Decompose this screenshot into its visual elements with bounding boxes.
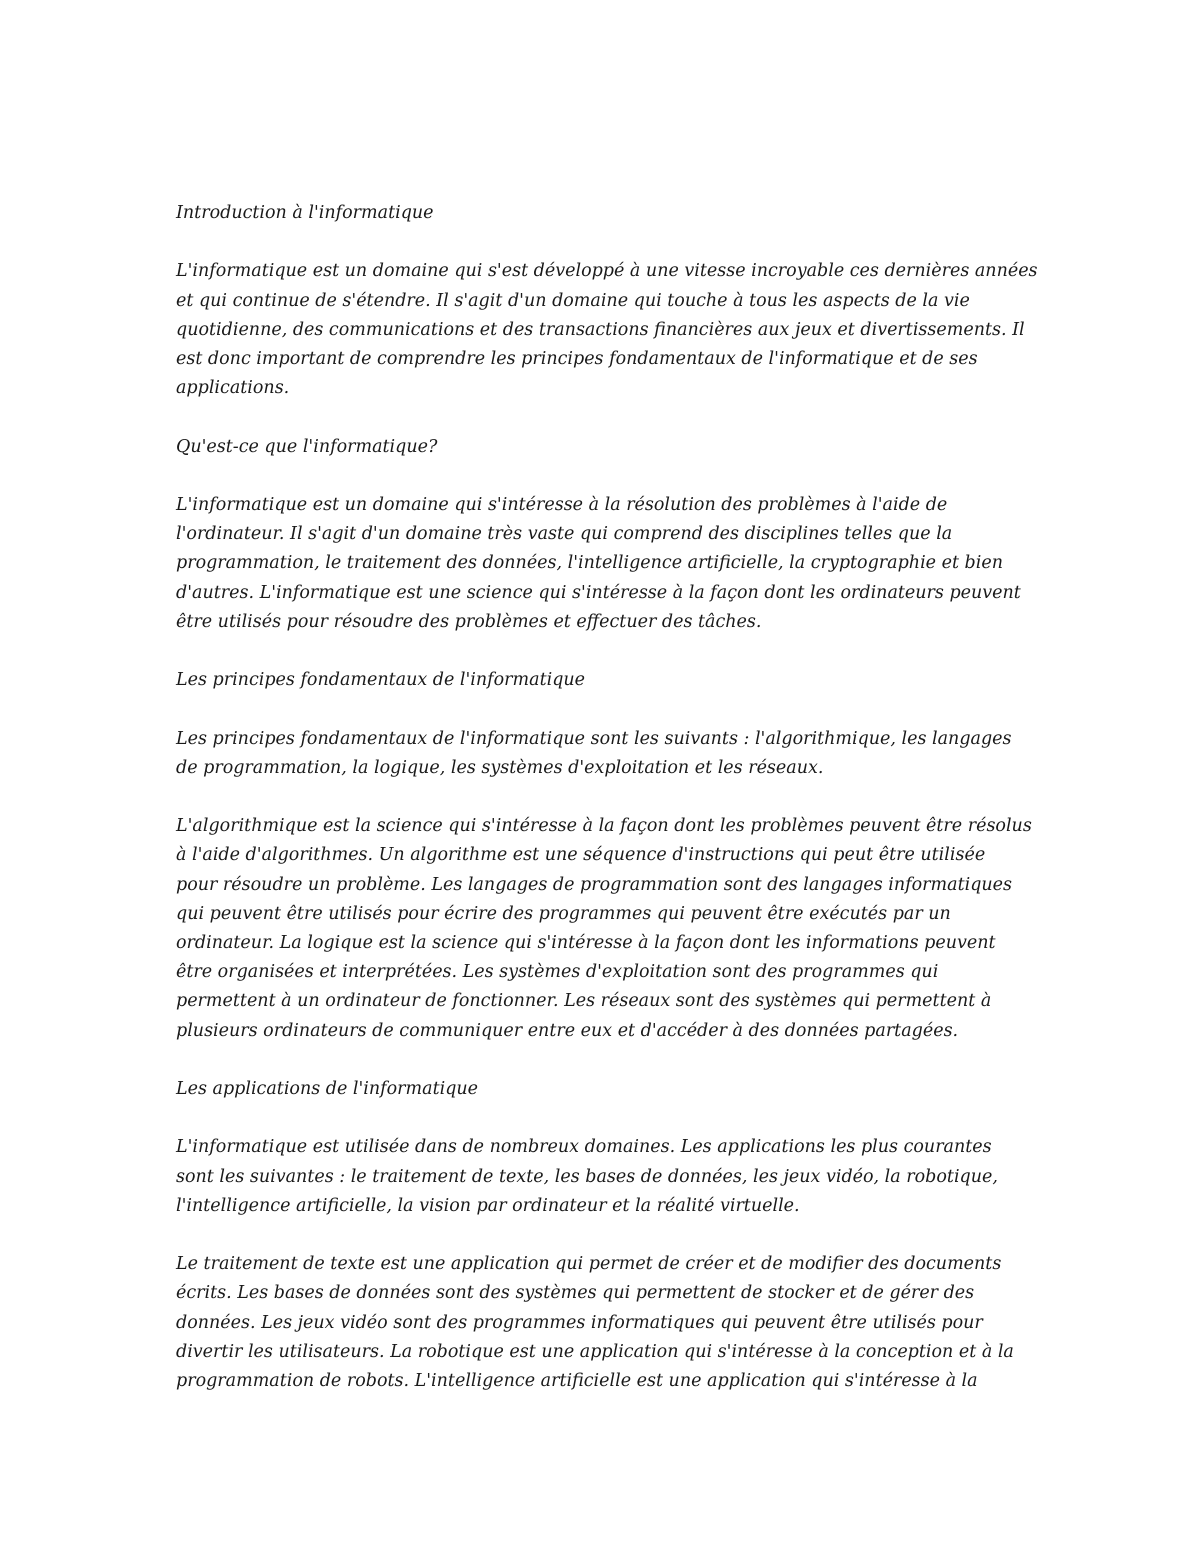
text-line: Les applications de l'informatique xyxy=(176,1078,479,1099)
text-line: à l'aide d'algorithmes. Un algorithme est une séquence d'instructions qui peut être utilisée xyxy=(176,845,986,866)
text-line: Le traitement de texte est une application qui permet de créer et de modifier des documents xyxy=(176,1254,1002,1275)
text-line: permettent à un ordinateur de fonctionner. Les réseaux sont des systèmes qui permettent à xyxy=(176,991,992,1012)
text-line: et qui continue de s'étendre. Il s'agit d'un domaine qui touche à tous les aspects de la vie xyxy=(176,290,970,311)
text-line: Introduction à l'informatique xyxy=(176,203,434,223)
text-line: pour résoudre un problème. Les langages de programmation sont des langages informatiques xyxy=(176,874,1013,895)
text-line: être organisées et interprétées. Les systèmes d'exploitation sont des programmes qui xyxy=(176,962,939,983)
text-line: ordinateur. La logique est la science qui s'intéresse à la façon dont les informations peuvent xyxy=(176,932,996,953)
text-line: est donc important de comprendre les principes fondamentaux de l'informatique et de ses xyxy=(176,349,978,369)
paragraph xyxy=(176,812,1056,1046)
text-line: L'algorithmique est la science qui s'intéresse à la façon dont les problèmes peuvent être résolus xyxy=(176,816,1032,837)
text-line: qui peuvent être utilisés pour écrire des programmes qui peuvent être exécutés par un xyxy=(176,903,951,924)
text-line: plusieurs ordinateurs de communiquer entre eux et d'accéder à des données partagées. xyxy=(176,1020,959,1041)
text-line: Les principes fondamentaux de l'informatique xyxy=(176,670,586,691)
text-line: sont les suivantes : le traitement de texte, les bases de données, les jeux vidéo, la robotique, xyxy=(176,1166,998,1187)
text-line: divertir les utilisateurs. La robotique est une application qui s'intéresse à la conception et à la xyxy=(176,1341,1014,1362)
section-heading xyxy=(176,666,1056,695)
text-line: être utilisés pour résoudre des problèmes et effectuer des tâches. xyxy=(176,611,762,632)
document-body xyxy=(176,199,1056,1425)
text-line: l'ordinateur. Il s'agit d'un domaine très vaste qui comprend des disciplines telles que la xyxy=(176,524,953,545)
text-line: de programmation, la logique, les systèmes d'exploitation et les réseaux. xyxy=(176,757,824,778)
paragraph xyxy=(176,1133,1056,1221)
section-heading xyxy=(176,1075,1056,1104)
section-heading xyxy=(176,199,1056,228)
text-line: programmation de robots. L'intelligence artificielle est une application qui s'intéresse à la xyxy=(176,1370,978,1391)
text-line: Les principes fondamentaux de l'informatique sont les suivants : l'algorithmique, les langages xyxy=(176,728,1012,749)
text-line: applications. xyxy=(176,378,290,399)
text-line: Qu'est-ce que l'informatique? xyxy=(176,436,438,457)
text-line: l'intelligence artificielle, la vision par ordinateur et la réalité virtuelle. xyxy=(176,1195,800,1216)
text-line: programmation, le traitement des données, l'intelligence artificielle, la cryptographie et bien xyxy=(176,553,1003,574)
text-line: L'informatique est un domaine qui s'est développé à une vitesse incroyable ces dernières années xyxy=(176,261,1038,282)
text-line: d'autres. L'informatique est une science qui s'intéresse à la façon dont les ordinateurs peuvent xyxy=(176,582,1021,603)
paragraph xyxy=(176,1250,1056,1396)
text-line: écrits. Les bases de données sont des systèmes qui permettent de stocker et de gérer des xyxy=(176,1283,975,1304)
paragraph xyxy=(176,725,1056,783)
paragraph xyxy=(176,257,1056,403)
paragraph xyxy=(176,491,1056,637)
text-line: données. Les jeux vidéo sont des programmes informatiques qui peuvent être utilisés pour xyxy=(176,1312,983,1333)
section-heading xyxy=(176,433,1056,462)
text-line: quotidienne, des communications et des transactions financières aux jeux et divertissements. Il xyxy=(176,319,1025,340)
text-line: L'informatique est un domaine qui s'intéresse à la résolution des problèmes à l'aide de xyxy=(176,494,948,515)
text-line: L'informatique est utilisée dans de nombreux domaines. Les applications les plus courantes xyxy=(176,1137,992,1158)
